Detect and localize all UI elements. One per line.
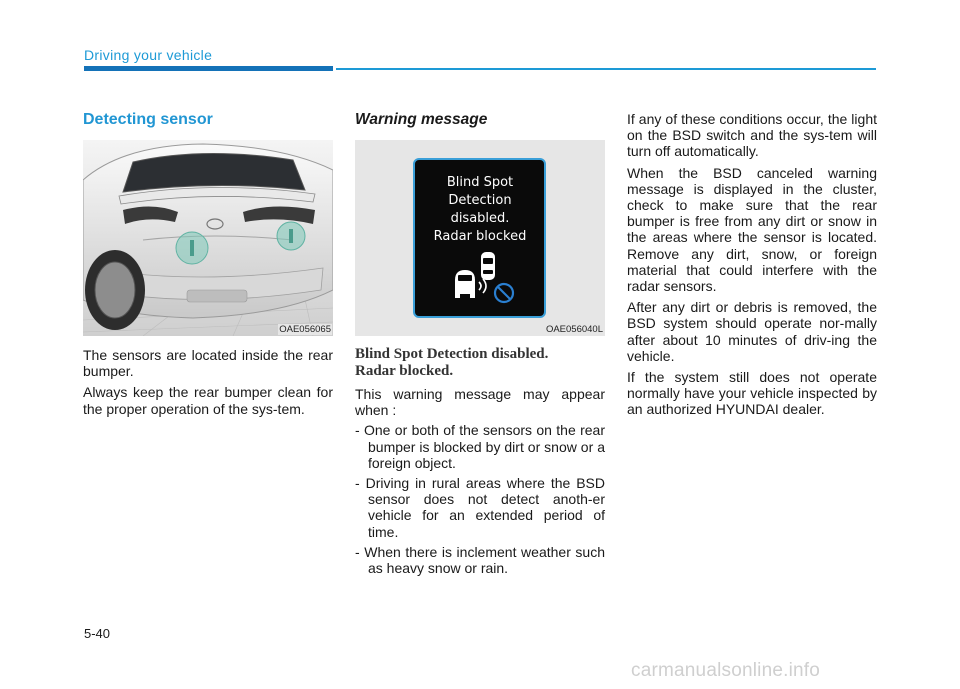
figure-code: OAE056040L bbox=[545, 324, 603, 335]
rear-car-icon bbox=[455, 270, 475, 298]
cluster-display bbox=[355, 140, 605, 336]
display-line: Radar blocked bbox=[433, 229, 527, 244]
middle-column bbox=[355, 110, 605, 580]
section-title: Driving your vehicle bbox=[84, 47, 213, 63]
warning-subheading-line: Radar blocked. bbox=[355, 362, 454, 379]
list-item: - Driving in rural areas where the BSD sensor does not detect anoth-er vehicle for an extended period of time. bbox=[355, 475, 605, 540]
paragraph: If any of these conditions occur, the light on the BSD switch and the sys-tem will turn off automatically. bbox=[627, 111, 877, 160]
paragraph: The sensors are located inside the rear bumper. bbox=[83, 347, 333, 380]
rear-bumper-figure bbox=[83, 140, 333, 336]
figure-code: OAE056065 bbox=[279, 324, 331, 335]
intro-paragraph: This warning message may appear when : bbox=[355, 386, 605, 419]
page-number: 5-40 bbox=[84, 626, 111, 641]
paragraph: When the BSD canceled warning message is displayed in the cluster, check to make sure that the rear bumper is free from any dirt or snow in the areas where the sensor is located. Remove any dirt, snow, or foreign material that could interfere with the radar sensors. bbox=[627, 164, 877, 295]
header-bar-light bbox=[336, 68, 876, 70]
warning-message-heading: Warning message bbox=[355, 111, 488, 128]
left-column bbox=[83, 110, 333, 417]
list-item: - One or both of the sensors on the rear bumper is blocked by dirt or snow or a foreign object. bbox=[355, 422, 605, 471]
display-line: Blind Spot bbox=[446, 175, 514, 190]
own-car-icon bbox=[481, 252, 495, 280]
cluster-display-figure bbox=[355, 140, 605, 336]
display-line: disabled. bbox=[450, 211, 510, 226]
paragraph: Always keep the rear bumper clean for the proper operation of the sys-tem. bbox=[83, 384, 333, 417]
detecting-sensor-heading: Detecting sensor bbox=[83, 111, 213, 128]
display-line: Detection bbox=[448, 193, 512, 208]
right-column bbox=[627, 111, 877, 423]
warning-subheading-line: Blind Spot Detection disabled. bbox=[355, 346, 549, 362]
car-rear-illustration bbox=[83, 140, 333, 336]
condition-list bbox=[355, 422, 605, 576]
paragraph: After any dirt or debris is removed, the BSD system should operate nor-mally after about 10 minutes of driv-ing the vehicle. bbox=[627, 299, 877, 364]
watermark: carmanualsonline.info bbox=[631, 660, 821, 681]
paragraph: If the system still does not operate normally have your vehicle inspected by an authorized HYUNDAI dealer. bbox=[627, 369, 877, 418]
header-bar-dark bbox=[84, 66, 333, 71]
list-item: - When there is inclement weather such as heavy snow or rain. bbox=[355, 543, 605, 577]
warning-subheading bbox=[355, 346, 605, 379]
